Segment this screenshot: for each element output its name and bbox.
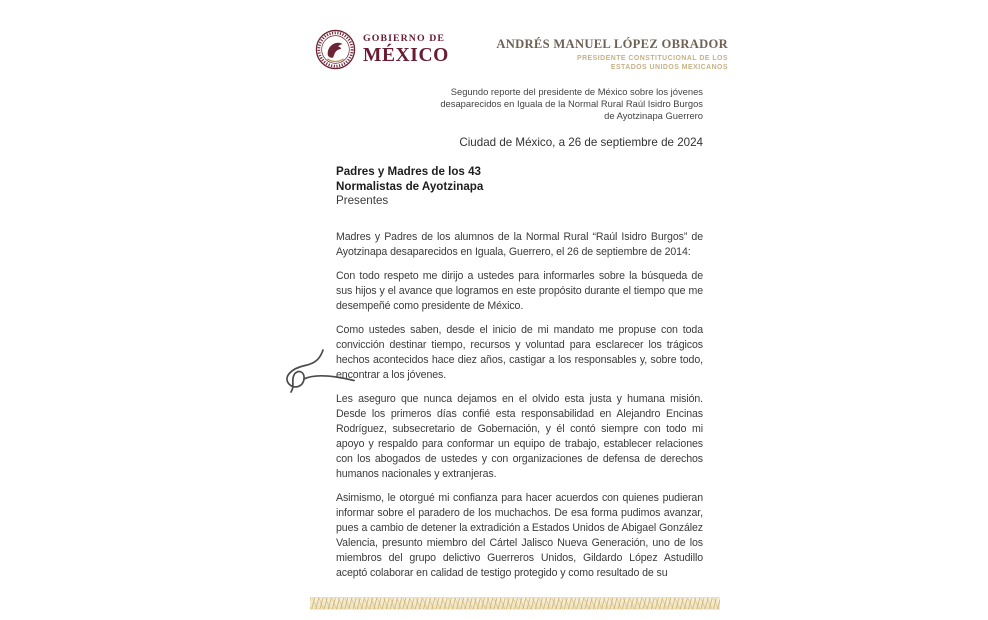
official-title-line2: ESTADOS UNIDOS MEXICANOS [610, 63, 728, 71]
addressee-name: Padres y Madres de los 43 [336, 165, 481, 178]
official-title [496, 55, 728, 72]
subject-line: de Ayotzinapa Guerrero [604, 110, 703, 122]
subject-line: Segundo reporte del presidente de México sobre los jóvenes [450, 86, 703, 97]
letter-body [336, 230, 703, 590]
official-name: ANDRÉS MANUEL LÓPEZ OBRADOR [496, 37, 728, 51]
dateline: Ciudad de México, a 26 de septiembre de 2024 [459, 136, 703, 149]
decorative-border [310, 597, 720, 610]
addressee-org: Normalistas de Ayotzinapa [336, 179, 484, 193]
subject-block [310, 86, 703, 123]
body-paragraph: Como ustedes saben, desde el inicio de mi mandato me propuse con toda convicción destinar tiempo, recursos y voluntad para esclarecer los trágicos hechos acontecidos hace diez años, castigar a los responsables y, sobre todo, encontrar a los jóvenes. [336, 324, 703, 381]
subject-line: desaparecidos en Iguala de la Normal Rural Raúl Isidro Burgos [440, 98, 703, 110]
body-paragraph: Con todo respeto me dirijo a ustedes para informarles sobre la búsqueda de sus hijos y el avance que logramos en este propósito durante el tiempo que me desempeñé como presidente de México. [336, 270, 703, 312]
body-paragraph: Asimismo, le otorgué mi confianza para hacer acuerdos con quienes pudieran informar sobre el paradero de los muchachos. De esa forma pudimos avanzar, pues a cambio de detener la extradición a Estados Unidos de Abigael González Valencia, presunto miembro del Cártel Jalisco Nueva Generación, uno de los miembros del grupo delictivo Guerreros Unidos, Gildardo López Astudillo aceptó colaborar en calidad de testigo protegido y como resultado de su [336, 492, 703, 579]
letter-page [310, 0, 730, 620]
gobierno-de-mexico-logo [315, 29, 449, 70]
mexico-eagle-seal-icon [315, 29, 356, 70]
official-header [496, 37, 728, 72]
body-paragraph: Les aseguro que nunca dejamos en el olvido esta justa y humana misión. Desde los primeros días confié esta responsabilidad en Alejandro Encinas Rodríguez, subsecretario de Gobernación, y él contó siempre con todo mi apoyo y respaldo para conformar un equipo de trabajo, establecer relaciones con los abogados de ustedes y con organizaciones de defensa de derechos humanos nacionales y extranjeras. [336, 393, 703, 480]
gobierno-wordmark [363, 34, 449, 65]
wordmark-line1: GOBIERNO DE [363, 32, 446, 44]
addressee-salutation: Presentes [336, 194, 389, 208]
addressee-block [336, 165, 483, 209]
wordmark-line2: MÉXICO [363, 44, 449, 66]
official-title-line1: PRESIDENTE CONSTITUCIONAL DE LOS [576, 55, 728, 62]
body-paragraph: Madres y Padres de los alumnos de la Normal Rural “Raúl Isidro Burgos” de Ayotzinapa desaparecidos en Iguala, Guerrero, el 26 de septiembre de 2014: [336, 231, 703, 258]
